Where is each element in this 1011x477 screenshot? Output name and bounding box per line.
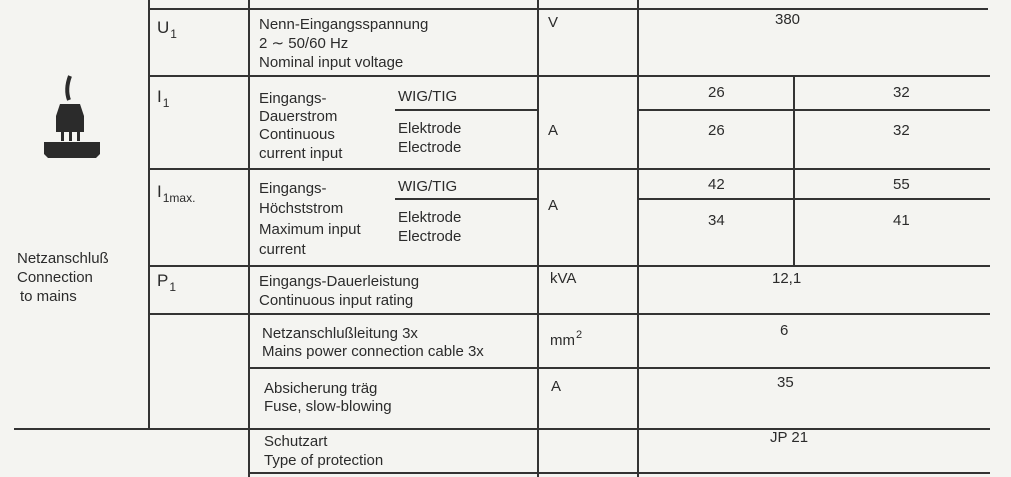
symbol-u1: $U_1$ — [157, 18, 177, 41]
symbol-i1: $I_1$ — [157, 87, 170, 110]
cable-unit: $mm^2$ — [550, 329, 583, 349]
fuse-value: 35 — [777, 374, 794, 391]
row-sep-fuse — [14, 428, 990, 430]
i1-elektrode-value-1: 26 — [708, 122, 725, 139]
i1max-value-sep — [637, 198, 990, 200]
section-title-line-3: to mains — [20, 288, 77, 305]
i1-mode-electrode: Electrode — [398, 139, 462, 156]
fuse-unit: A — [551, 378, 562, 395]
i1max-wig-value-1: 42 — [708, 176, 725, 193]
i1-unit: A — [548, 122, 559, 139]
i1max-desc-4: current — [259, 241, 306, 258]
i1max-wig-value-2: 55 — [893, 176, 910, 193]
i1-value-sep — [637, 109, 990, 111]
i1-desc-1: Eingangs- — [259, 90, 327, 107]
mains-plug-icon — [36, 74, 108, 164]
i1max-desc-3: Maximum input — [259, 221, 361, 238]
i1max-desc-2: Höchststrom — [259, 200, 344, 217]
u1-value: 380 — [775, 11, 801, 28]
cable-desc-1: Netzanschlußleitung 3x — [262, 325, 418, 342]
row-sep-bottom — [248, 472, 990, 474]
row-sep-u1 — [148, 75, 990, 77]
i1-desc-2: Dauerstrom — [259, 108, 338, 125]
p1-desc-1: Eingangs-Dauerleistung — [259, 273, 420, 290]
u1-desc-1: Nenn-Eingangsspannung — [259, 16, 429, 33]
u1-desc-2: 2 ∼ 50/60 Hz — [259, 35, 349, 52]
divider-mode — [537, 0, 539, 1]
i1max-unit: A — [548, 197, 559, 214]
row-sep-p1 — [148, 313, 990, 315]
i1max-mode-electrode: Electrode — [398, 228, 462, 245]
p1-desc-2: Continuous input rating — [259, 292, 414, 309]
i1-wig-underline — [395, 109, 537, 111]
table-border-top — [148, 8, 988, 10]
protection-desc-1: Schutzart — [264, 433, 328, 450]
row-sep-i1 — [148, 168, 990, 170]
i1max-mode-wig: WIG/TIG — [398, 178, 458, 195]
i1max-desc-1: Eingangs- — [259, 180, 327, 197]
cable-desc-2: Mains power connection cable 3x — [262, 343, 484, 360]
i1-mode-elektrode: Elektrode — [398, 120, 462, 137]
fuse-desc-2: Fuse, slow-blowing — [264, 398, 392, 415]
symbol-p1: $P_1$ — [157, 271, 177, 294]
i1max-elektrode-value-1: 34 — [708, 212, 725, 229]
divider-desc-left — [248, 0, 250, 477]
i1-mode-wig: WIG/TIG — [398, 88, 458, 105]
protection-desc-2: Type of protection — [264, 452, 384, 469]
section-title-line-1: Netzanschluß — [17, 250, 109, 267]
divider-unit-left — [537, 0, 539, 477]
u1-unit: V — [548, 14, 559, 31]
i1-wig-value-1: 26 — [708, 84, 725, 101]
i1max-elektrode-value-2: 41 — [893, 212, 910, 229]
cable-value: 6 — [780, 322, 789, 339]
divider-value-mid — [793, 75, 795, 265]
protection-value: JP 21 — [770, 429, 809, 446]
section-title-line-2: Connection — [17, 269, 93, 286]
divider-symbol-left — [148, 0, 150, 430]
i1-elektrode-value-2: 32 — [893, 122, 910, 139]
i1max-wig-underline — [395, 198, 537, 200]
p1-value: 12,1 — [772, 270, 802, 287]
fuse-desc-1: Absicherung träg — [264, 380, 378, 397]
i1-desc-3: Continuous — [259, 126, 335, 143]
i1-desc-4: current input — [259, 145, 343, 162]
i1max-mode-elektrode: Elektrode — [398, 209, 462, 226]
i1-wig-value-2: 32 — [893, 84, 910, 101]
divider-value-left — [637, 0, 639, 477]
row-sep-cable — [248, 367, 990, 369]
row-sep-i1max — [148, 265, 990, 267]
symbol-i1max: $I_{1max.}$ — [157, 182, 196, 205]
p1-unit: kVA — [550, 270, 577, 287]
u1-desc-3: Nominal input voltage — [259, 54, 404, 71]
